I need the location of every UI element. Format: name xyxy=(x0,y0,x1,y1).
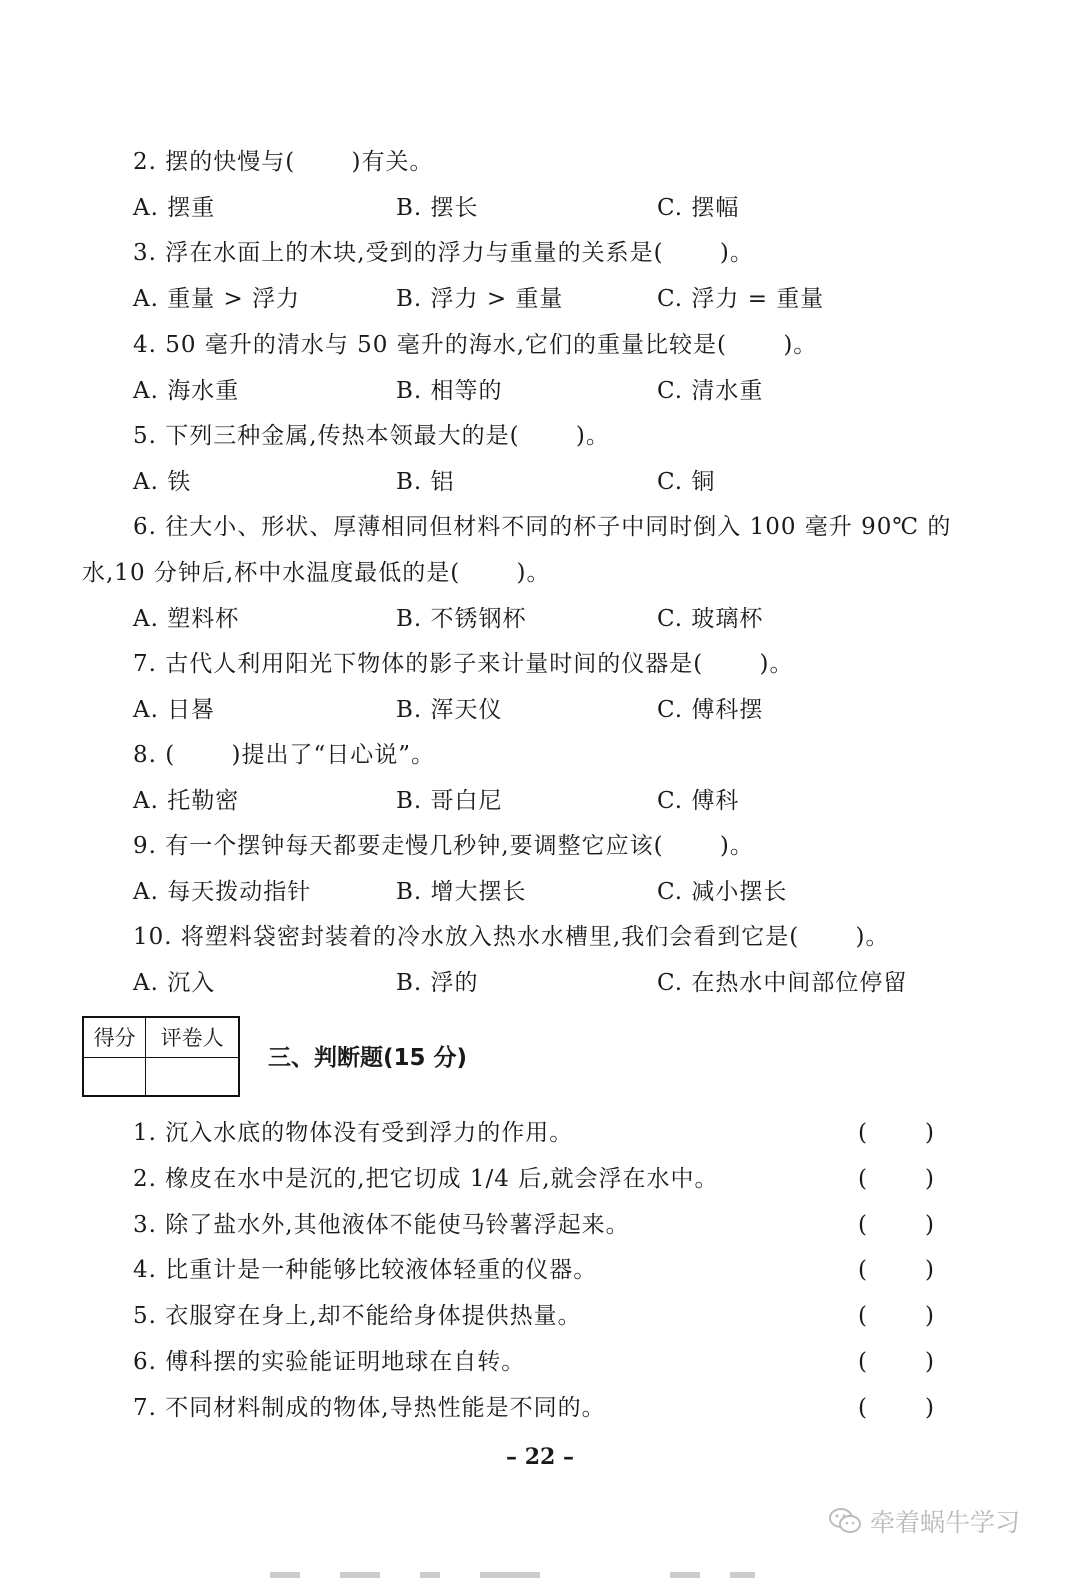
answer-option[interactable]: A. 日晷 xyxy=(133,697,216,723)
answer-option[interactable]: C. 傅科摆 xyxy=(657,697,764,723)
judgment-statement: 2. 橡皮在水中是沉的,把它切成 1/4 后,就会浮在水中。 xyxy=(133,1166,719,1192)
answer-option[interactable]: A. 海水重 xyxy=(133,378,240,404)
answer-blank[interactable] xyxy=(858,1118,934,1148)
answer-option[interactable]: C. 铜 xyxy=(657,469,716,495)
paren-close: ) xyxy=(925,1120,934,1146)
judgment-statement: 6. 傅科摆的实验能证明地球在自转。 xyxy=(133,1349,526,1375)
answer-option[interactable]: B. 增大摆长 xyxy=(396,879,527,905)
answer-blank[interactable] xyxy=(858,1301,934,1331)
paren-close: ) xyxy=(925,1303,934,1329)
question-stem: 2. 摆的快慢与( )有关。 xyxy=(133,149,434,175)
paren-open: ( xyxy=(858,1120,867,1146)
paren-open: ( xyxy=(858,1395,867,1421)
answer-blank[interactable] xyxy=(858,1347,934,1377)
paren-close: ) xyxy=(925,1395,934,1421)
question-stem: 3. 浮在水面上的木块,受到的浮力与重量的关系是( )。 xyxy=(133,240,754,266)
question-stem: 8. ( )提出了“日心说”。 xyxy=(133,742,436,768)
answer-option[interactable]: B. 浮力 > 重量 xyxy=(396,286,564,312)
question-stem: 4. 50 毫升的清水与 50 毫升的海水,它们的重量比较是( )。 xyxy=(133,332,818,358)
answer-option[interactable]: B. 哥白尼 xyxy=(396,788,503,814)
answer-blank[interactable] xyxy=(858,1393,934,1423)
grader-cell xyxy=(146,1057,239,1096)
answer-option[interactable]: B. 浑天仪 xyxy=(396,697,503,723)
answer-option[interactable]: C. 减小摆长 xyxy=(657,879,788,905)
answer-option[interactable]: B. 铝 xyxy=(396,469,455,495)
cut-off-text-remnant xyxy=(250,1570,770,1580)
question-stem: 6. 往大小、形状、厚薄相同但材料不同的杯子中同时倒入 100 毫升 90℃ 的 xyxy=(133,514,952,540)
answer-option[interactable]: A. 重量 > 浮力 xyxy=(133,286,301,312)
question-stem-continued: 水,10 分钟后,杯中水温度最低的是( )。 xyxy=(82,560,551,586)
judgment-statement: 5. 衣服穿在身上,却不能给身体提供热量。 xyxy=(133,1303,582,1329)
watermark xyxy=(828,1503,1020,1539)
answer-option[interactable]: A. 每天拨动指针 xyxy=(133,879,312,905)
answer-option[interactable]: C. 浮力 = 重量 xyxy=(657,286,825,312)
answer-option[interactable]: B. 摆长 xyxy=(396,195,479,221)
answer-option[interactable]: A. 摆重 xyxy=(133,195,216,221)
question-stem: 5. 下列三种金属,传热本领最大的是( )。 xyxy=(133,423,610,449)
question-stem: 10. 将塑料袋密封装着的冷水放入热水水槽里,我们会看到它是( )。 xyxy=(133,924,890,950)
score-header: 得分 xyxy=(83,1017,146,1057)
score-table xyxy=(82,1016,240,1097)
section-title: 三、判断题(15 分) xyxy=(268,1045,468,1071)
answer-option[interactable]: C. 清水重 xyxy=(657,378,764,404)
paren-open: ( xyxy=(858,1303,867,1329)
page-number: – 22 – xyxy=(506,1444,574,1470)
answer-blank[interactable] xyxy=(858,1164,934,1194)
paren-close: ) xyxy=(925,1166,934,1192)
answer-option[interactable]: C. 在热水中间部位停留 xyxy=(657,970,908,996)
answer-option[interactable]: A. 塑料杯 xyxy=(133,606,240,632)
paren-open: ( xyxy=(858,1349,867,1375)
paren-open: ( xyxy=(858,1166,867,1192)
answer-blank[interactable] xyxy=(858,1210,934,1240)
paren-close: ) xyxy=(925,1212,934,1238)
judgment-statement: 3. 除了盐水外,其他液体不能使马铃薯浮起来。 xyxy=(133,1212,630,1238)
paren-open: ( xyxy=(858,1212,867,1238)
answer-option[interactable]: A. 铁 xyxy=(133,469,192,495)
question-stem: 9. 有一个摆钟每天都要走慢几秒钟,要调整它应该( )。 xyxy=(133,833,754,859)
wechat-icon xyxy=(828,1507,862,1535)
answer-option[interactable]: C. 玻璃杯 xyxy=(657,606,764,632)
answer-option[interactable]: B. 相等的 xyxy=(396,378,503,404)
paren-close: ) xyxy=(925,1257,934,1283)
paren-open: ( xyxy=(858,1257,867,1283)
answer-blank[interactable] xyxy=(858,1255,934,1285)
answer-option[interactable]: A. 托勒密 xyxy=(133,788,240,814)
paren-close: ) xyxy=(925,1349,934,1375)
answer-option[interactable]: B. 浮的 xyxy=(396,970,479,996)
judgment-statement: 4. 比重计是一种能够比较液体轻重的仪器。 xyxy=(133,1257,598,1283)
question-stem: 7. 古代人利用阳光下物体的影子来计量时间的仪器是( )。 xyxy=(133,651,794,677)
judgment-statement: 7. 不同材料制成的物体,导热性能是不同的。 xyxy=(133,1395,606,1421)
answer-option[interactable]: B. 不锈钢杯 xyxy=(396,606,527,632)
grader-header: 评卷人 xyxy=(146,1017,239,1057)
answer-option[interactable]: A. 沉入 xyxy=(133,970,216,996)
score-cell xyxy=(83,1057,146,1096)
answer-option[interactable]: C. 傅科 xyxy=(657,788,740,814)
watermark-text: 牵着蜗牛学习 xyxy=(870,1508,1021,1537)
judgment-statement: 1. 沉入水底的物体没有受到浮力的作用。 xyxy=(133,1120,574,1146)
answer-option[interactable]: C. 摆幅 xyxy=(657,195,740,221)
